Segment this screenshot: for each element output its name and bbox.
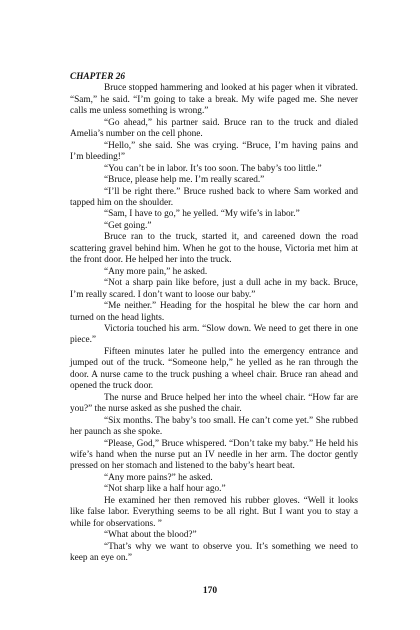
paragraph: The nurse and Bruce helped her into the wheel chair. “How far are you?” the nurse asked as she pushed the chair. <box>70 392 358 415</box>
paragraph: Victoria touched his arm. “Slow down. We need to get there in one piece.” <box>70 323 358 346</box>
paragraph: “Bruce, please help me. I’m really scared.” <box>104 175 265 186</box>
paragraph: Bruce ran to the truck, started it, and careened down the road scattering gravel behind him. When he got to the house, Victoria met him at the front door. He helped her into the truck. <box>70 232 358 266</box>
paragraph: Bruce stopped hammering and looked at his pager when it vibrated. “Sam,” he said. “I’m going to take a break. My wife paged me. She never calls me unless something is wrong.” <box>70 83 358 117</box>
paragraph: “Not a sharp pain like before, just a dull ache in my back. Bruce, I’m really scared. I don’t want to loose our baby.” <box>70 278 358 300</box>
paragraph: “Hello,” she said. She was crying. “Bruce, I’m having pains and I’m bleeding!” <box>70 140 358 163</box>
paragraph: “Go ahead,” his partner said. Bruce ran to the truck and dialed Amelia’s number on the cell phone. <box>70 117 358 140</box>
paragraph: “Get going.” <box>104 220 152 231</box>
paragraph: He examined her then removed his rubber gloves. “Well it looks like false labor. Everything seems to be all right. But I want you to stay a while for observations. ” <box>70 495 358 529</box>
paragraph: “You can’t be in labor. It’s too soon. The baby’s too little.” <box>104 163 322 174</box>
chapter-body <box>70 83 358 564</box>
paragraph: “Please, God,” Bruce whispered. “Don’t take my baby.” He held his wife’s hand when the nurse put an IV needle in her arm. The doctor gently pressed on her stomach and listened to the baby’s heart beat. <box>70 438 358 472</box>
chapter-heading: CHAPTER 26 <box>70 72 126 82</box>
paragraph: “Sam, I have to go,” he yelled. “My wife’s in labor.” <box>104 209 300 220</box>
paragraph: “Me neither.” Heading for the hospital he blew the car horn and turned on the head lights. <box>70 301 358 323</box>
paragraph: Fifteen minutes later he pulled into the emergency entrance and jumped out of the truck. “Someone help,” he yelled as he ran through the door. A nurse came to the truck pushing a wheel chair. Bruce ran ahead and opened the truck door. <box>70 346 358 392</box>
paragraph: “I’ll be right there.” Bruce rushed back to where Sam worked and tapped him on the shoulder. <box>70 186 358 208</box>
paragraph: “Not sharp like a half hour ago.” <box>104 484 226 495</box>
paragraph: “Any more pains?” he asked. <box>104 472 213 483</box>
paragraph: “That’s why we want to observe you. It’s something we need to keep an eye on.” <box>70 541 358 564</box>
paragraph: “What about the blood?” <box>104 530 197 541</box>
paragraph: “Six months. The baby’s too small. He can’t come yet.” She rubbed her paunch as she spoke. <box>70 415 358 438</box>
paragraph: “Any more pain,” he asked. <box>104 266 208 277</box>
page-number: 170 <box>202 586 218 596</box>
